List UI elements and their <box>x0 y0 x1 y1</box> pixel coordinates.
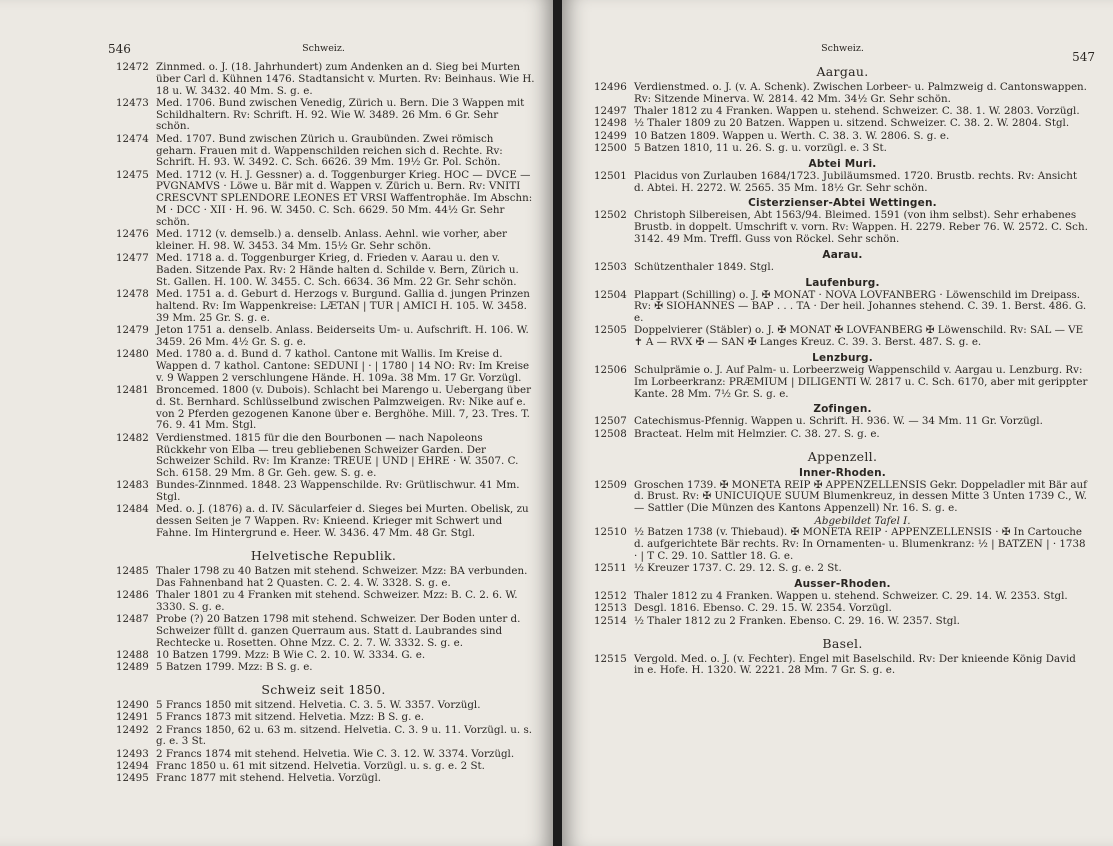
catalog-entry <box>562 290 1089 325</box>
catalog-entry <box>562 416 1089 428</box>
page-number: 546 <box>108 42 131 56</box>
catalog-entry <box>0 325 535 349</box>
lot-description: 10 Batzen 1809. Wappen u. Werth. C. 38. 3. W. 2806. S. g. e. <box>634 129 950 142</box>
catalog-entry <box>0 590 535 614</box>
subsection-heading: Lenzburg. <box>812 352 873 365</box>
lot-number: 12503 <box>594 260 627 273</box>
lot-description: Med. o. J. (1876) a. d. IV. Säcularfeier d. Sieges bei Murten. Obelisk, zu dessen Seiten je 7 Wappen. Rv: Knieend. Krieger mit Schwert und Fahne. Im Hintergrund e. Heer. W. 3436. 47 Mm. 48 Gr. Stgl. <box>156 503 529 540</box>
right-running-head <box>596 40 1095 64</box>
lot-number: 12493 <box>116 747 149 760</box>
lot-description: Bundes-Zinnmed. 1848. 23 Wappenschilde. Rv: Grütlischwur. 41 Mm. Stgl. <box>156 479 520 504</box>
lot-number: 12510 <box>594 526 627 539</box>
left-page <box>0 0 553 846</box>
catalog-entry <box>0 712 535 724</box>
entry-list <box>596 591 1089 627</box>
entry-list <box>596 654 1089 678</box>
catalog-entry <box>562 527 1089 562</box>
lot-number: 12491 <box>116 711 149 724</box>
section-heading: Helvetische Republik. <box>250 547 397 563</box>
entry-list <box>596 416 1089 440</box>
lot-description: Broncemed. 1800 (v. Dubois). Schlacht bei Marengo u. Uebergang über d. St. Bernhard. Schlüsselbund zwischen Palmzweigen. Rv: Nike auf e. von 2 Pferden gezogenen Kanone über e. Berghöhe. Mill. 7, 23. Tres. T. 76. 9. 41 Mm. Stgl. <box>156 384 531 432</box>
lot-number: 12474 <box>116 132 149 145</box>
catalog-entry <box>562 171 1089 195</box>
lot-number: 12502 <box>594 209 627 222</box>
lot-description: Med. 1712 (v. H. J. Gessner) a. d. Toggenburger Krieg. HOC — DVCE — PVGNAMVS · Löwe u. Bär mit d. Wappen v. Zürich u. Bern. Rv: VNITI CRESCVNT SPLENDORE LEONES ET VRSI Waffentrophäe. Im Abschn: M · DCC · XII · H. 96. W. 3450. C. Sch. 6629. 50 Mm. 44½ Gr. Sehr schön. <box>156 168 533 228</box>
lot-number: 12487 <box>116 613 149 626</box>
lot-description: Catechismus-Pfennig. Wappen u. Schrift. H. 936. W. — 34 Mm. 11 Gr. Vorzügl. <box>634 415 1043 428</box>
running-title: Schweiz. <box>821 43 864 54</box>
catalog-entry <box>0 349 535 384</box>
lot-description: Med. 1751 a. d. Geburt d. Herzogs v. Burgund. Gallia d. jungen Prinzen haltend. Rv: Im Wappenkreise: LÆTAN | TUR | AMICI H. 105. W. 3458. 39 Mm. 25 Gr. S. g. e. <box>156 288 530 324</box>
catalog-entry <box>0 504 535 539</box>
entry-list <box>112 700 535 785</box>
entry-list <box>596 527 1089 575</box>
lot-number: 12481 <box>116 384 149 397</box>
lot-number: 12482 <box>116 431 149 444</box>
subsection-heading: Aarau. <box>822 248 863 261</box>
entry-list <box>596 210 1089 245</box>
lot-description: ½ Kreuzer 1737. C. 29. 12. S. g. e. 2 St. <box>634 562 842 575</box>
lot-description: Plappart (Schilling) o. J. ✠ MONAT · NOVA LOVFANBERG · Löwenschild im Dreipass. Rv: ✠ SIOHANNES — BAP . . . TA · Der heil. Johannes stehend. C. 39. 1. Berst. 486. G. e. <box>634 288 1087 325</box>
page-number: 547 <box>1072 50 1095 64</box>
lot-description: Desgl. 1816. Ebenso. C. 29. 15. W. 2354. Vorzügl. <box>634 602 892 615</box>
catalog-entry <box>562 106 1089 118</box>
lot-number: 12501 <box>594 169 627 182</box>
running-title: Schweiz. <box>302 43 345 54</box>
lot-number: 12484 <box>116 503 149 516</box>
catalog-entry <box>562 143 1089 155</box>
catalog-entry <box>0 650 535 662</box>
catalog-entry <box>0 170 535 229</box>
lot-description: 10 Batzen 1799. Mzz: B Wie C. 2. 10. W. 3334. G. e. <box>156 648 426 661</box>
lot-description: Schützenthaler 1849. Stgl. <box>634 260 774 273</box>
lot-description: Med. 1707. Bund zwischen Zürich u. Graubünden. Zwei römisch geharn. Frauen mit d. Wappenschilden reichen sich d. Rechte. Rv: Schrift. H. 93. W. 3492. C. Sch. 6626. 39 Mm. 19½ Gr. Pol. Schön. <box>156 132 503 169</box>
lot-number: 12486 <box>116 588 149 601</box>
lot-description: Thaler 1812 zu 4 Franken. Wappen u. stehend. Schweizer. C. 38. 1. W. 2803. Vorzügl. <box>634 105 1080 118</box>
subsection-heading: Ausser-Rhoden. <box>794 578 891 591</box>
catalog-entry <box>0 253 535 288</box>
lot-description: 5 Batzen 1799. Mzz: B S. g. e. <box>156 661 313 674</box>
lot-number: 12499 <box>594 129 627 142</box>
lot-number: 12476 <box>116 228 149 241</box>
subsection-heading: Zofingen. <box>813 403 872 416</box>
entry-list <box>596 262 1089 274</box>
lot-number: 12498 <box>594 117 627 130</box>
catalog-entry <box>0 749 535 761</box>
entry-list <box>112 62 535 540</box>
catalog-entry <box>0 229 535 253</box>
lot-description: Groschen 1739. ✠ MONETA REIP ✠ APPENZELLENSIS Gekr. Doppeladler mit Bär auf d. Brust. Rv: ✠ UNICUIQUE SUUM Blumenkreuz, in dessen Mitte 3 Unten 1739 C., W. — Sattler (Die Münzen des Kantons Appenzell) Nr. 16. S. g. e. <box>634 478 1087 515</box>
catalog-entry <box>562 591 1089 603</box>
lot-description: ½ Thaler 1809 zu 20 Batzen. Wappen u. sitzend. Schweizer. C. 38. 2. W. 2804. Stgl. <box>634 117 1070 130</box>
catalog-entry <box>562 616 1089 628</box>
subsection-heading: Cisterzienser-Abtei Wettingen. <box>748 197 937 210</box>
lot-description: Doppelvierer (Stäbler) o. J. ✠ MONAT ✠ LOVFANBERG ✠ Löwenschild. Rv: SAL — VE ✝ A — RVX ✠ — SAN ✠ Langes Kreuz. C. 39. 3. Berst. 487. S. g. e. <box>634 324 1084 349</box>
entry-list <box>596 82 1089 155</box>
lot-description: 5 Francs 1873 mit sitzend. Helvetia. Mzz: B S. g. e. <box>156 711 425 724</box>
lot-description: Med. 1712 (v. demselb.) a. denselb. Anlass. Aehnl. wie vorher, aber kleiner. H. 98. W. 3453. 34 Mm. 15½ Gr. Sehr schön. <box>156 228 507 252</box>
lot-description: Christoph Silbereisen, Abt 1563/94. Bleimed. 1591 (von ihm selbst). Sehr erhabenes Brustb. in doppelt. Umschrift v. vorn. Rv: Wappen. H. 2279. Reber 76. W. 2572. C. Sch. 3142. 49 Mm. Treffl. Guss von Röckel. Sehr schön. <box>634 209 1088 245</box>
lot-description: Jeton 1751 a. denselb. Anlass. Beiderseits Um- u. Aufschrift. H. 106. W. 3459. 26 Mm. 4½ Gr. S. g. e. <box>156 324 529 348</box>
catalog-entry <box>562 262 1089 274</box>
lot-description: Zinnmed. o. J. (18. Jahrhundert) zum Andenken an d. Sieg bei Murten über Carl d. Kühnen 1476. Stadtansicht v. Murten. Rv: Beinhaus. Wie H. 18 u. W. 3432. 40 Mm. S. g. e. <box>156 61 535 97</box>
section-heading: Aargau. <box>816 64 869 79</box>
entry-list <box>596 365 1089 400</box>
subsection-heading: Laufenburg. <box>805 276 880 289</box>
entry-list <box>596 480 1089 515</box>
catalog-entry <box>0 134 535 169</box>
plate-caption: Abgebildet Tafel I. <box>814 515 911 528</box>
lot-number: 12480 <box>116 348 149 361</box>
subsection-heading: Inner-Rhoden. <box>799 466 886 479</box>
catalog-entry <box>562 429 1089 441</box>
lot-number: 12508 <box>594 427 627 440</box>
catalog-entry <box>0 725 535 749</box>
catalog-entry <box>0 700 535 712</box>
catalog-entry <box>562 210 1089 245</box>
entry-list <box>596 171 1089 195</box>
lot-number: 12490 <box>116 699 149 712</box>
lot-description: ½ Thaler 1812 zu 2 Franken. Ebenso. C. 29. 16. W. 2357. Stgl. <box>634 614 960 627</box>
catalog-entry <box>562 325 1089 349</box>
lot-number: 12496 <box>594 81 627 93</box>
section-heading: Appenzell. <box>807 448 878 464</box>
lot-description: Thaler 1812 zu 4 Franken. Wappen u. stehend. Schweizer. C. 29. 14. W. 2353. Stgl. <box>634 590 1068 603</box>
lot-description: 5 Francs 1850 mit sitzend. Helvetia. C. 3. 5. W. 3357. Vorzügl. <box>156 699 481 712</box>
lot-number: 12507 <box>594 415 627 428</box>
lot-description: Verdienstmed. 1815 für die den Bourbonen — nach Napoleons Rückkehr von Elba — treu gebliebenen Schweizer Garden. Der Schweizer Schild. Rv: Im Kranze: TREUE | UND | EHRE · W. 3507. C. Sch. 6158. 29 Mm. 8 Gr. Geh. gew. S. g. e. <box>156 431 519 480</box>
catalog-entry <box>0 480 535 504</box>
lot-description: Vergold. Med. o. J. (v. Fechter). Engel mit Baselschild. Rv: Der knieende König David in e. Hofe. H. 1320. W. 2221. 28 Mm. 7 Gr. S. g. e. <box>634 652 1076 677</box>
lot-description: Placidus von Zurlauben 1684/1723. Jubiläumsmed. 1720. Brustb. rechts. Rv: Ansicht d. Abtei. H. 2272. W. 2565. 35 Mm. 18½ Gr. Sehr schön. <box>634 169 1077 194</box>
entry-list <box>596 290 1089 349</box>
catalog-entry <box>0 98 535 133</box>
catalog-entry <box>0 566 535 590</box>
lot-description: ½ Batzen 1738 (v. Thiebaud). ✠ MONETA REIP · APPENZELLENSIS · ✠ In Cartouche d. aufgerichtete Bär rechts. Rv: In Ornamenten- u. Blumenkranz: ½ | BATZEN | · 1738 · | T C. 29. 10. Sattler 18. G. e. <box>634 526 1086 563</box>
lot-description: Franc 1850 u. 61 mit sitzend. Helvetia. Vorzügl. u. s. g. e. 2 St. <box>156 760 485 773</box>
lot-number: 12506 <box>594 364 627 377</box>
lot-number: 12473 <box>116 96 149 109</box>
lot-description: Med. 1718 a. d. Toggenburger Krieg, d. Frieden v. Aarau u. den v. Baden. Sitzende Pax. Rv: 2 Hände halten d. Schilde v. Bern, Zürich u. St. Gallen. H. 100. W. 3455. C. Sch. 6634. 36 Mm. 22 Gr. Sehr schön. <box>156 252 519 288</box>
lot-description: Med. 1706. Bund zwischen Venedig, Zürich u. Bern. Die 3 Wappen mit Schildhaltern. Rv: Schrift. H. 92. Wie W. 3489. 26 Mm. 6 Gr. Sehr schön. <box>156 96 525 133</box>
lot-description: Schulprämie o. J. Auf Palm- u. Lorbeerzweig Wappenschild v. Aargau u. Lenzburg. Rv: Im Lorbeerkranz: PRÆMIUM | DILIGENTI W. 2817 u. C. Sch. 6170, aber mit gerippter Kante. 28 Mm. 7½ Gr. S. g. e. <box>634 364 1088 400</box>
lot-number: 12478 <box>116 288 149 301</box>
catalog-entry <box>0 773 535 785</box>
catalog-entry <box>0 761 535 773</box>
lot-description: 2 Francs 1874 mit stehend. Helvetia. Wie C. 3. 12. W. 3374. Vorzügl. <box>156 747 515 760</box>
lot-number: 12492 <box>116 723 149 736</box>
lot-number: 12511 <box>594 562 627 575</box>
lot-number: 12514 <box>594 614 627 627</box>
lot-description: Probe (?) 20 Batzen 1798 mit stehend. Schweizer. Der Boden unter d. Schweizer füllt d. ganzen Querraum aus. Statt d. Laubrandes sind Rechtecke u. Rosetten. Ohne Mzz. C. 2. 7. W. 3332. S. g. e. <box>156 613 521 649</box>
lot-description: Franc 1877 mit stehend. Helvetia. Vorzügl. <box>156 772 382 785</box>
lot-description: Med. 1780 a. d. Bund d. 7 kathol. Cantone mit Wallis. Im Kreise d. Wappen d. 7 kathol. Cantone: SEDUNI | · | 1780 | 14 NO: Rv: Im Kreise v. 9 Wappen 2 verschlungene Hände. H. 109a. 38 Mm. 17 Gr. Vorzügl. <box>156 348 530 384</box>
catalog-entry <box>0 433 535 480</box>
section-heading: Schweiz seit 1850. <box>261 682 386 698</box>
lot-number: 12483 <box>116 479 149 492</box>
book-gutter <box>553 0 562 846</box>
catalog-entry <box>0 385 535 432</box>
catalog-entry <box>0 662 535 674</box>
lot-description: Verdienstmed. o. J. (v. A. Schenk). Zwischen Lorbeer- u. Palmzweig d. Cantonswappen. Rv: Sitzende Minerva. W. 2814. 42 Mm. 34½ Gr. Sehr schön. <box>634 81 1087 105</box>
lot-number: 12475 <box>116 168 149 181</box>
right-page <box>562 0 1113 846</box>
catalog-entry <box>562 365 1089 400</box>
lot-number: 12509 <box>594 478 627 491</box>
catalog-entry <box>0 289 535 324</box>
lot-number: 12515 <box>594 652 627 665</box>
subsection-heading: Abtei Muri. <box>808 157 877 170</box>
lot-number: 12477 <box>116 252 149 265</box>
catalog-entry <box>0 62 535 97</box>
catalog-entry <box>562 603 1089 615</box>
lot-number: 12500 <box>594 141 627 154</box>
lot-description: 2 Francs 1850, 62 u. 63 m. sitzend. Helvetia. C. 3. 9 u. 11. Vorzügl. u. s. g. e. 3 St. <box>156 723 533 748</box>
lot-number: 12512 <box>594 590 627 603</box>
lot-description: Thaler 1801 zu 4 Franken mit stehend. Schweizer. Mzz: B. C. 2. 6. W. 3330. S. g. e. <box>156 588 518 613</box>
lot-number: 12485 <box>116 564 149 577</box>
lot-number: 12495 <box>116 772 149 785</box>
entry-list <box>112 566 535 674</box>
lot-description: Bracteat. Helm mit Helmzier. C. 38. 27. S. g. e. <box>634 427 880 440</box>
lot-description: 5 Batzen 1810, 11 u. 26. S. g. u. vorzügl. e. 3 St. <box>634 141 887 154</box>
catalog-entry <box>0 614 535 649</box>
lot-number: 12472 <box>116 61 149 73</box>
catalog-entry <box>562 480 1089 515</box>
lot-number: 12505 <box>594 324 627 337</box>
lot-number: 12489 <box>116 661 149 674</box>
lot-number: 12497 <box>594 105 627 118</box>
lot-number: 12494 <box>116 760 149 773</box>
lot-number: 12488 <box>116 648 149 661</box>
lot-number: 12479 <box>116 324 149 337</box>
lot-description: Thaler 1798 zu 40 Batzen mit stehend. Schweizer. Mzz: BA verbunden. Das Fahnenband hat 2 Quasten. C. 2. 4. W. 3328. S. g. e. <box>156 564 528 589</box>
catalog-entry <box>562 82 1089 106</box>
catalog-entry <box>562 118 1089 130</box>
section-heading: Basel. <box>822 635 863 651</box>
lot-number: 12504 <box>594 288 627 301</box>
catalog-entry <box>562 654 1089 678</box>
lot-number: 12513 <box>594 602 627 615</box>
catalog-entry <box>562 131 1089 143</box>
catalog-entry <box>562 563 1089 575</box>
left-running-head <box>108 40 535 56</box>
